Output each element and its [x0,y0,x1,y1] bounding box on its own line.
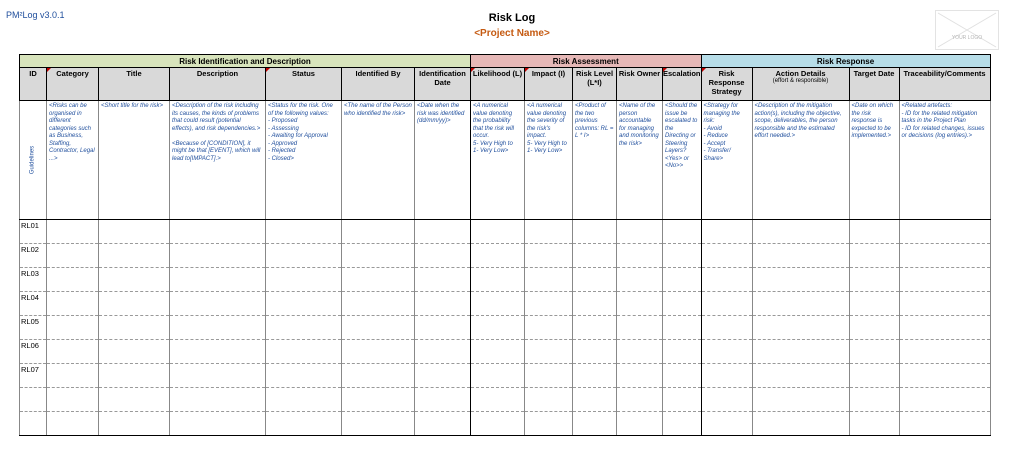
cell-likelihood[interactable] [471,412,525,436]
cell-description[interactable] [170,412,266,436]
cell-title[interactable] [99,412,170,436]
cell-impact[interactable] [525,220,573,244]
cell-target-date[interactable] [849,244,899,268]
cell-escalation[interactable] [663,268,702,292]
cell-identification-date[interactable] [415,364,471,388]
cell-title[interactable] [99,292,170,316]
guide-target-date: <Date on which the risk response is expected to be implemented.> [849,101,899,220]
col-header-identified-by: Identified By [342,68,415,101]
app-version: PM²Log v3.0.1 [6,10,65,20]
logo-text: YOUR LOGO [951,35,983,41]
cell-description[interactable] [170,220,266,244]
cell-title[interactable] [99,268,170,292]
row-id: RL04 [20,292,47,316]
cell-category[interactable] [47,244,99,268]
col-header-traceability: Traceability/Comments [899,68,990,101]
cell-impact[interactable] [525,364,573,388]
cell-risk-level[interactable] [573,340,617,364]
table-row [20,412,991,436]
table-row [20,268,991,292]
cell-category[interactable] [47,268,99,292]
cell-action-details[interactable] [752,340,849,364]
cell-likelihood[interactable] [471,268,525,292]
cell-identified-by[interactable] [342,412,415,436]
cell-escalation[interactable] [663,364,702,388]
cell-identified-by[interactable] [342,244,415,268]
cell-description[interactable] [170,268,266,292]
cell-risk-owner[interactable] [617,340,663,364]
cell-description[interactable] [170,292,266,316]
cell-escalation[interactable] [663,340,702,364]
cell-traceability[interactable] [899,268,990,292]
cell-status[interactable] [266,220,342,244]
cell-traceability[interactable] [899,364,990,388]
cell-likelihood[interactable] [471,316,525,340]
cell-traceability[interactable] [899,220,990,244]
cell-likelihood[interactable] [471,220,525,244]
cell-risk-level[interactable] [573,268,617,292]
section-identification: Risk Identification and Description [20,55,471,68]
action-details-label: Action Details [775,69,826,78]
cell-impact[interactable] [525,292,573,316]
cell-target-date[interactable] [849,220,899,244]
col-header-description: Description [170,68,266,101]
cell-description[interactable] [170,340,266,364]
cell-target-date[interactable] [849,364,899,388]
cell-status[interactable] [266,340,342,364]
cell-escalation[interactable] [663,412,702,436]
cell-identification-date[interactable] [415,316,471,340]
cell-identification-date[interactable] [415,340,471,364]
cell-identification-date[interactable] [415,244,471,268]
row-id [20,412,47,436]
cell-action-details[interactable] [752,412,849,436]
cell-likelihood[interactable] [471,244,525,268]
guide-identified-by: <The name of the Person who identified the risk> [342,101,415,220]
col-header-response-strategy: Risk Response Strategy [701,68,752,101]
cell-response-strategy[interactable] [701,244,752,268]
guidelines-label-cell [20,101,47,220]
cell-identified-by[interactable] [342,340,415,364]
col-header-action-details [752,68,849,101]
guide-category: <Risks can be organised in different categories such as Business, Staffing, Contractor, Legal ...> [47,101,99,220]
cell-identification-date[interactable] [415,412,471,436]
cell-status[interactable] [266,268,342,292]
guidelines-row [20,101,991,220]
cell-category[interactable] [47,340,99,364]
cell-category[interactable] [47,412,99,436]
table-row [20,220,991,244]
cell-risk-owner[interactable] [617,316,663,340]
cell-risk-owner[interactable] [617,388,663,412]
cell-action-details[interactable] [752,388,849,412]
cell-response-strategy[interactable] [701,412,752,436]
cell-action-details[interactable] [752,292,849,316]
cell-identification-date[interactable] [415,388,471,412]
cell-response-strategy[interactable] [701,364,752,388]
cell-escalation[interactable] [663,316,702,340]
cell-status[interactable] [266,364,342,388]
cell-escalation[interactable] [663,220,702,244]
risk-rows [20,220,991,436]
row-id: RL06 [20,340,47,364]
cell-status[interactable] [266,316,342,340]
cell-traceability[interactable] [899,316,990,340]
cell-traceability[interactable] [899,340,990,364]
cell-impact[interactable] [525,340,573,364]
action-details-sublabel: (effort & responsible) [772,78,829,84]
guide-risk-level: <Product of the two previous columns: RL = L * I> [573,101,617,220]
col-header-target-date: Target Date [849,68,899,101]
cell-target-date[interactable] [849,292,899,316]
guide-title: <Short title for the risk> [99,101,170,220]
cell-identification-date[interactable] [415,220,471,244]
table-row [20,364,991,388]
cell-impact[interactable] [525,316,573,340]
guide-status: <Status for the risk. One of the following values: - Proposed - Assessing - Awaiting for Approval - Approved - Rejected - Closed> [266,101,342,220]
cell-category[interactable] [47,316,99,340]
col-header-status: Status [266,68,342,101]
col-header-risk-owner: Risk Owner [617,68,663,101]
guide-traceability: <Related artefacts: - ID for the related mitigation tasks in the Project Plan - ID for related changes, issues or decisions (log entries).> [899,101,990,220]
cell-risk-owner[interactable] [617,220,663,244]
cell-impact[interactable] [525,244,573,268]
cell-description[interactable] [170,388,266,412]
cell-description[interactable] [170,316,266,340]
cell-identified-by[interactable] [342,292,415,316]
row-id: RL03 [20,268,47,292]
cell-traceability[interactable] [899,244,990,268]
row-id: RL01 [20,220,47,244]
cell-title[interactable] [99,316,170,340]
cell-response-strategy[interactable] [701,292,752,316]
cell-action-details[interactable] [752,268,849,292]
cell-risk-owner[interactable] [617,268,663,292]
cell-risk-level[interactable] [573,292,617,316]
page-title: Risk Log [488,12,536,24]
col-header-identification-date: Identification Date [415,68,471,101]
cell-title[interactable] [99,220,170,244]
cell-risk-level[interactable] [573,316,617,340]
col-header-escalation: Escalation [663,68,702,101]
row-id: RL02 [20,244,47,268]
cell-title[interactable] [99,364,170,388]
section-assessment: Risk Assessment [471,55,702,68]
cell-identified-by[interactable] [342,268,415,292]
cell-status[interactable] [266,244,342,268]
cell-target-date[interactable] [849,316,899,340]
cell-action-details[interactable] [752,364,849,388]
table-row [20,388,991,412]
cell-identified-by[interactable] [342,316,415,340]
row-id: RL07 [20,364,47,388]
risk-log-table [19,54,991,436]
cell-escalation[interactable] [663,244,702,268]
guide-description: <Description of the risk including its causes, the kinds of problems that could result (potential effects), and risk dependencies.> <Because of [CONDITION], it might be that [EVENT], which will lead to[IMPACT].> [170,101,266,220]
cell-status[interactable] [266,412,342,436]
col-header-id: ID [20,68,47,101]
cell-risk-level[interactable] [573,364,617,388]
cell-likelihood[interactable] [471,364,525,388]
cell-impact[interactable] [525,388,573,412]
row-id: RL05 [20,316,47,340]
guide-response-strategy: <Strategy for managing the risk: - Avoid - Reduce - Accept - Transfer/ Share> [701,101,752,220]
col-header-risk-level: Risk Level (L*I) [573,68,617,101]
column-header-row [20,68,991,101]
cell-title[interactable] [99,340,170,364]
col-header-category: Category [47,68,99,101]
cell-action-details[interactable] [752,316,849,340]
cell-category[interactable] [47,364,99,388]
cell-response-strategy[interactable] [701,340,752,364]
section-header-row [20,55,991,68]
cell-likelihood[interactable] [471,388,525,412]
table-row [20,316,991,340]
cell-escalation[interactable] [663,388,702,412]
cell-target-date[interactable] [849,412,899,436]
cell-traceability[interactable] [899,412,990,436]
cell-risk-owner[interactable] [617,244,663,268]
cell-response-strategy[interactable] [701,220,752,244]
cell-response-strategy[interactable] [701,268,752,292]
cell-status[interactable] [266,292,342,316]
cell-action-details[interactable] [752,220,849,244]
cell-action-details[interactable] [752,244,849,268]
table-row [20,292,991,316]
guide-risk-owner: <Name of the person accountable for managing and monitoring the risk> [617,101,663,220]
cell-response-strategy[interactable] [701,316,752,340]
guide-likelihood: <A numerical value denoting the probability that the risk will occur. 5- Very High to 1- Very Low> [471,101,525,220]
cell-traceability[interactable] [899,388,990,412]
guide-action-details: <Description of the mitigation action(s), including the objective, scope, deliverables, the person responsible and the estimated effort needed.> [752,101,849,220]
cell-category[interactable] [47,292,99,316]
cell-risk-level[interactable] [573,220,617,244]
table-row [20,244,991,268]
guide-escalation: <Should the issue be escalated to the Directing or Steering Layers? <Yes> or <No>> [663,101,702,220]
cell-identified-by[interactable] [342,220,415,244]
cell-title[interactable] [99,388,170,412]
row-id [20,388,47,412]
table-row [20,340,991,364]
cell-identified-by[interactable] [342,388,415,412]
cell-risk-level[interactable] [573,388,617,412]
cell-target-date[interactable] [849,388,899,412]
cell-traceability[interactable] [899,292,990,316]
section-response: Risk Response [701,55,990,68]
logo-placeholder [935,10,999,50]
logo-image-icon [936,11,998,49]
cell-identification-date[interactable] [415,292,471,316]
guidelines-label: Guidelines [29,145,36,175]
project-name: <Project Name> [474,28,550,39]
cell-impact[interactable] [525,412,573,436]
cell-description[interactable] [170,364,266,388]
col-header-title: Title [99,68,170,101]
cell-description[interactable] [170,244,266,268]
cell-likelihood[interactable] [471,340,525,364]
cell-risk-level[interactable] [573,244,617,268]
col-header-impact: Impact (I) [525,68,573,101]
cell-target-date[interactable] [849,268,899,292]
guide-impact: <A numerical value denoting the severity of the risk's impact. 5- Very High to 1- Very Low> [525,101,573,220]
cell-response-strategy[interactable] [701,388,752,412]
cell-category[interactable] [47,220,99,244]
cell-risk-owner[interactable] [617,412,663,436]
cell-title[interactable] [99,244,170,268]
cell-likelihood[interactable] [471,292,525,316]
cell-identification-date[interactable] [415,268,471,292]
cell-identified-by[interactable] [342,364,415,388]
cell-status[interactable] [266,388,342,412]
cell-risk-owner[interactable] [617,364,663,388]
col-header-likelihood: Likelihood (L) [471,68,525,101]
cell-impact[interactable] [525,268,573,292]
cell-escalation[interactable] [663,292,702,316]
guide-identification-date: <Date when the risk was identified (dd/mm/yy)> [415,101,471,220]
cell-target-date[interactable] [849,340,899,364]
cell-risk-level[interactable] [573,412,617,436]
cell-category[interactable] [47,388,99,412]
cell-risk-owner[interactable] [617,292,663,316]
